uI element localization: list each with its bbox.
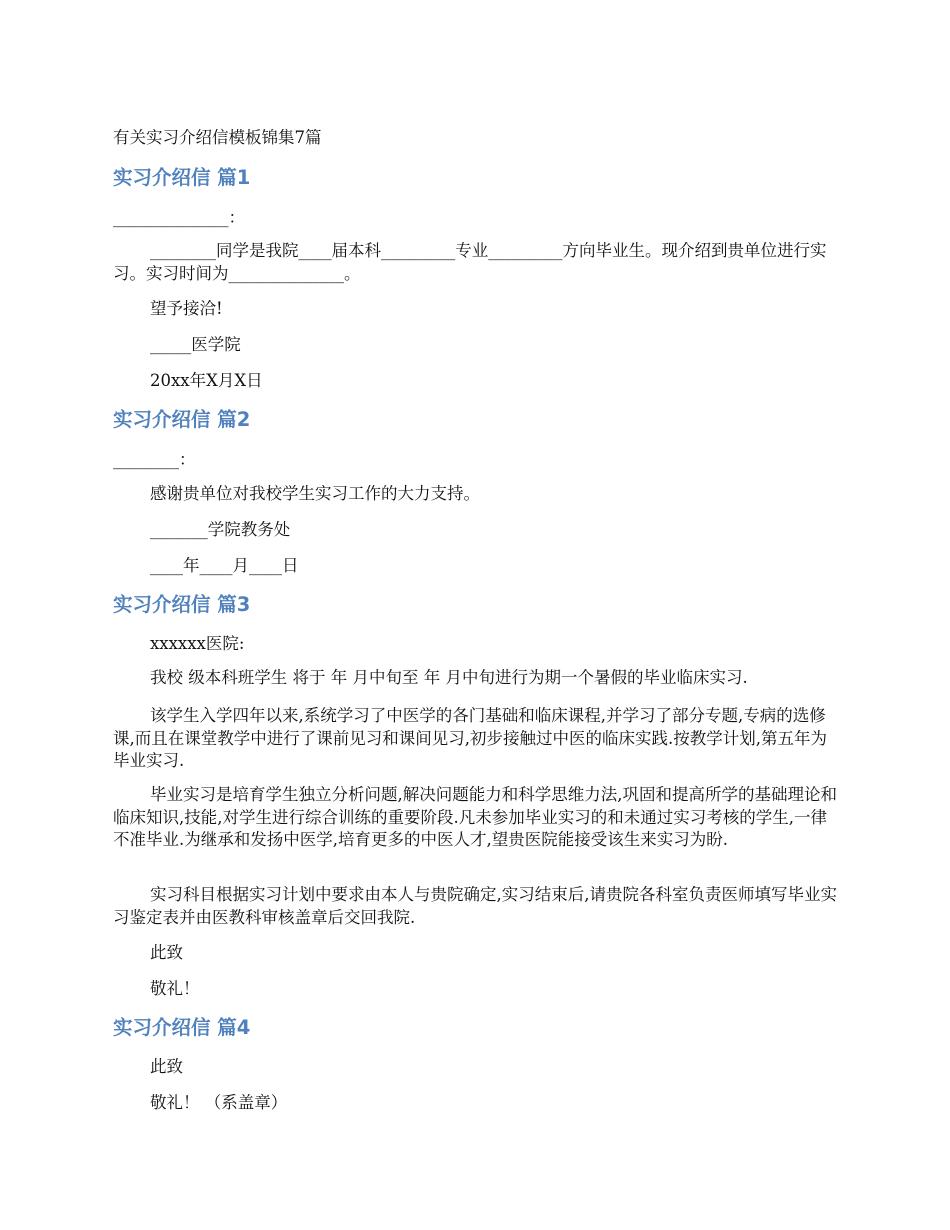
section-heading-1: 实习介绍信 篇1 xyxy=(113,166,251,189)
date-line-2: ____年____月____日 xyxy=(150,556,299,575)
date-line-1: 20xx年X月X日 xyxy=(150,371,263,390)
paragraph-3-3: 毕业实习是培育学生独立分析问题,解决问题能力和科学思维力法,巩固和提高所学的基础理论和临床知识,技能,对学生进行综合训练的重要阶段.凡未参加毕业实习的和未通过实习考核的学生,一律不准毕业.为继承和发扬中医学,培育更多的中医人才,望贵医院能接受该生来实习为盼. xyxy=(113,785,837,849)
paragraph-3-4: 实习科目根据实习计划中要求由本人与贵院确定,实习结束后,请贵院各科室负责医师填写毕业实习鉴定表并由医教科审核盖章后交回我院. xyxy=(113,885,837,927)
paragraph-3-2: 该学生入学四年以来,系统学习了中医学的各门基础和临床课程,并学习了部分专题,专病的选修课,而且在课堂教学中进行了课前见习和课间见习,初步接触过中医的临床实践.按教学计划,第五年为毕业实习. xyxy=(113,706,827,770)
section-heading-4: 实习介绍信 篇4 xyxy=(113,1016,251,1039)
closing-cizhi-4: 此致 xyxy=(150,1057,183,1076)
thanks-line-2: 感谢贵单位对我校学生实习工作的大力支持。 xyxy=(150,484,480,503)
closing-jingli-3: 敬礼！ xyxy=(150,979,200,998)
section-heading-2: 实习介绍信 篇2 xyxy=(113,408,251,431)
paragraph-3-1: 我校 级本科班学生 将于 年 月中旬至 年 月中旬进行为期一个暑假的毕业临床实习. xyxy=(150,668,748,687)
recipient-hospital-3: xxxxxx医院: xyxy=(150,634,245,653)
closing-cizhi-3: 此致 xyxy=(150,943,183,962)
closing-jingli-seal-4: 敬礼！ （系盖章） xyxy=(150,1093,288,1112)
section-heading-3: 实习介绍信 篇3 xyxy=(113,593,251,616)
salutation-blank-1: ______________： xyxy=(113,208,245,227)
document-title: 有关实习介绍信模板锦集7篇 xyxy=(113,128,322,147)
signature-office-2: _______学院教务处 xyxy=(150,520,291,539)
salutation-blank-2: ________： xyxy=(113,450,196,469)
signature-school-1: _____医学院 xyxy=(150,335,241,354)
paragraph-intro-1: ________同学是我院____届本科_________专业_________方向毕业生。现介绍到贵单位进行实习。实习时间为______________。 xyxy=(113,241,827,283)
closing-line-1: 望予接洽! xyxy=(150,299,223,318)
